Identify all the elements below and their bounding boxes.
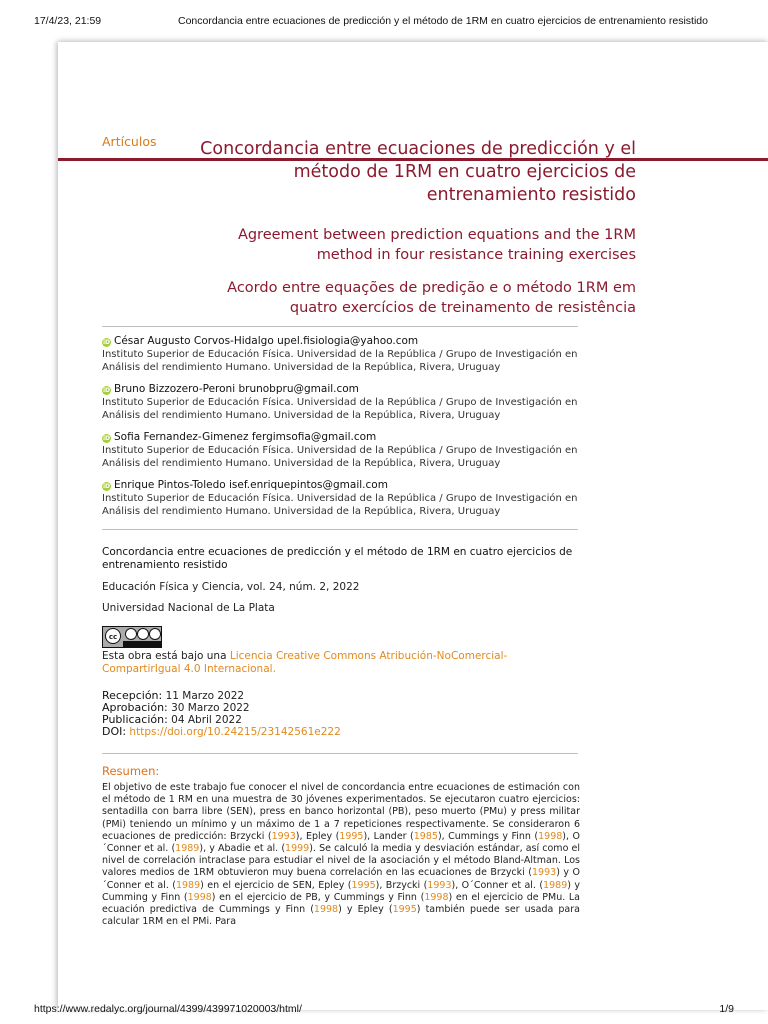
abstract-fragment: ). Se calculó la media y desviación estándar, así como el nivel de correlación intraclase para estudiar el nivel de la asociación y el método Bland-Altman. Los valores medios de 1RM obtuvieron muy buena correlación en las ecuaciones de Brzycki ( — [102, 843, 580, 879]
author-email[interactable]: isef.enriquepintos@gmail.com — [229, 479, 388, 491]
badge-strip — [123, 641, 161, 647]
author-name: Bruno Bizzozero-Peroni — [114, 383, 236, 395]
author-affiliation: Instituto Superior de Educación Física. Universidad de la República / Grupo de Investigación en Análisis del rendimiento Humano. Universidad de la República, Rivera, Uruguay — [102, 349, 578, 373]
reference-link[interactable]: 1998 — [424, 891, 449, 903]
author-email[interactable]: upel.fisiologia@yahoo.com — [277, 335, 419, 347]
doi-link[interactable]: https://doi.org/10.24215/23142561e222 — [126, 726, 341, 738]
title-portuguese: Acordo entre equações de predição e o método 1RM em quatro exercícios de treinamento de resistência — [227, 280, 636, 316]
abstract-text — [102, 782, 580, 928]
reference-link[interactable]: 1985 — [413, 830, 438, 842]
reference-link[interactable]: 1995 — [392, 904, 417, 916]
reference-link[interactable]: 1993 — [532, 867, 557, 879]
citation-journal: Educación Física y Ciencia, vol. 24, núm. 2, 2022 — [102, 581, 360, 593]
author-entry — [102, 383, 582, 422]
print-page-title: Concordancia entre ecuaciones de predicción y el método de 1RM en cuatro ejercicios de entrenamiento resistido — [178, 15, 708, 27]
author-entry — [102, 335, 582, 374]
author-entry — [102, 431, 582, 470]
abstract-fragment: El objetivo de este trabajo fue conocer el nivel de concordancia entre ecuaciones de estimación con el método de 1 RM en una muestra de 30 jóvenes experimentados. Se ejecutaron cuatro ejercicios: sentadilla con barra libre (SEN), press en banco horizontal (PB), peso muerto (PMu) y press militar (PMi) teniendo un mínimo y un máximo de 1 a 7 repeticiones respectivamente. Se consideraron 6 ecuaciones de predicción: Brzycki ( — [102, 782, 580, 842]
publication-row — [102, 714, 582, 726]
by-icon — [125, 628, 137, 640]
reference-link[interactable]: 1998 — [187, 891, 212, 903]
approval-label: Aprobación: — [102, 701, 168, 714]
abstract-fragment: ) también puede ser usada para calcular 1RM en el PMi. Para — [102, 904, 580, 928]
author-entry — [102, 479, 582, 518]
creative-commons-badge[interactable] — [102, 626, 162, 648]
abstract-fragment: ), y Abadie et al. ( — [199, 843, 286, 855]
doi-row — [102, 726, 582, 738]
title-english: Agreement between prediction equations and the 1RM method in four resistance training exercises — [237, 227, 636, 263]
title-spanish: Concordancia entre ecuaciones de predicción y el método de 1RM en cuatro ejercicios de entrenamiento resistido — [200, 139, 636, 205]
author-name: Enrique Pintos-Toledo — [114, 479, 226, 491]
citation-block — [102, 546, 582, 614]
abstract-fragment: ), Cummings y Finn ( — [437, 830, 539, 842]
citation-title: Concordancia entre ecuaciones de predicción y el método de 1RM en cuatro ejercicios de entrenamiento resistido — [102, 546, 573, 571]
reference-link[interactable]: 1993 — [427, 879, 452, 891]
approval-date: 30 Marzo 2022 — [167, 702, 250, 714]
abstract-fragment: ) y O´Conner et al. ( — [102, 867, 580, 891]
abstract-fragment: ) en el ejercicio de PB, y Cummings y Finn ( — [211, 891, 425, 903]
abstract-fragment: ) y Epley ( — [338, 904, 393, 916]
doi-label: DOI: — [102, 725, 127, 738]
abstract-heading: Resumen: — [102, 764, 160, 778]
orcid-icon[interactable]: iD — [102, 483, 111, 490]
orcid-icon[interactable]: iD — [102, 435, 111, 442]
author-affiliation: Instituto Superior de Educación Física. Universidad de la República / Grupo de Investigación en Análisis del rendimiento Humano. Universidad de la República, Rivera, Uruguay — [102, 445, 578, 469]
author-email[interactable]: fergimsofia@gmail.com — [251, 431, 377, 443]
license-link[interactable]: Licencia Creative Commons Atribución-NoComercial-CompartirIgual 4.0 Internacional. — [102, 650, 508, 675]
divider — [102, 326, 578, 327]
license-text — [102, 650, 582, 676]
abstract-fragment: ), O ´Conner et al. ( — [102, 830, 580, 855]
abstract-section — [102, 764, 580, 928]
reference-link[interactable]: 1995 — [339, 830, 364, 842]
abstract-fragment: ), Epley ( — [295, 830, 340, 842]
divider — [102, 753, 578, 754]
section-label[interactable]: Artículos — [102, 134, 157, 149]
divider — [102, 529, 578, 530]
reception-row — [102, 690, 582, 702]
author-name: César Augusto Corvos-Hidalgo — [114, 335, 274, 347]
print-url: https://www.redalyc.org/journal/4399/439971020003/html/ — [34, 1003, 302, 1015]
reference-link[interactable]: 1999 — [285, 843, 310, 855]
author-email[interactable]: brunobpru@gmail.com — [238, 383, 359, 395]
author-list — [102, 335, 582, 527]
reference-link[interactable]: 1998 — [313, 904, 339, 916]
print-page-number: 1/9 — [719, 1003, 734, 1015]
orcid-icon[interactable]: iD — [102, 387, 111, 394]
license-prefix: Esta obra está bajo una — [102, 650, 230, 662]
reference-link[interactable]: 1989 — [175, 843, 200, 855]
author-affiliation: Instituto Superior de Educación Física. Universidad de la República / Grupo de Investigación en Análisis del rendimiento Humano. Universidad de la República, Rivera, Uruguay — [102, 493, 578, 517]
orcid-icon[interactable]: iD — [102, 339, 111, 346]
author-affiliation: Instituto Superior de Educación Física. Universidad de la República / Grupo de Investigación en Análisis del rendimiento Humano. Universidad de la República, Rivera, Uruguay — [102, 397, 578, 421]
approval-row — [102, 702, 582, 714]
abstract-fragment: ) en el ejercicio de SEN, Epley ( — [200, 879, 352, 891]
abstract-fragment: ) en el ejercicio de PMu. La ecuación predictiva de Cummings y Finn ( — [102, 891, 580, 916]
nc-icon — [137, 628, 149, 640]
abstract-fragment: ) y Cumming y Finn ( — [102, 879, 580, 903]
sa-icon — [149, 628, 161, 640]
author-name: Sofia Fernandez-Gimenez — [114, 431, 249, 443]
citation-publisher: Universidad Nacional de La Plata — [102, 602, 275, 614]
reference-link[interactable]: 1995 — [351, 879, 376, 891]
reference-link[interactable]: 1989 — [543, 879, 568, 891]
print-timestamp: 17/4/23, 21:59 — [34, 15, 102, 27]
abstract-fragment: ), Brzycki ( — [375, 879, 428, 891]
reception-date: 11 Marzo 2022 — [162, 690, 245, 702]
reception-label: Recepción: — [102, 689, 163, 702]
reference-link[interactable]: 1989 — [175, 879, 201, 891]
publication-date: 04 Abril 2022 — [167, 714, 242, 726]
reference-link[interactable]: 1998 — [538, 830, 563, 842]
abstract-fragment: ), Lander ( — [363, 830, 414, 842]
dates-block — [102, 690, 582, 738]
cc-icon: cc — [105, 628, 121, 644]
abstract-fragment: ), O´Conner et al. ( — [451, 879, 544, 891]
reference-link[interactable]: 1993 — [271, 830, 296, 842]
publication-label: Publicación: — [102, 713, 168, 726]
